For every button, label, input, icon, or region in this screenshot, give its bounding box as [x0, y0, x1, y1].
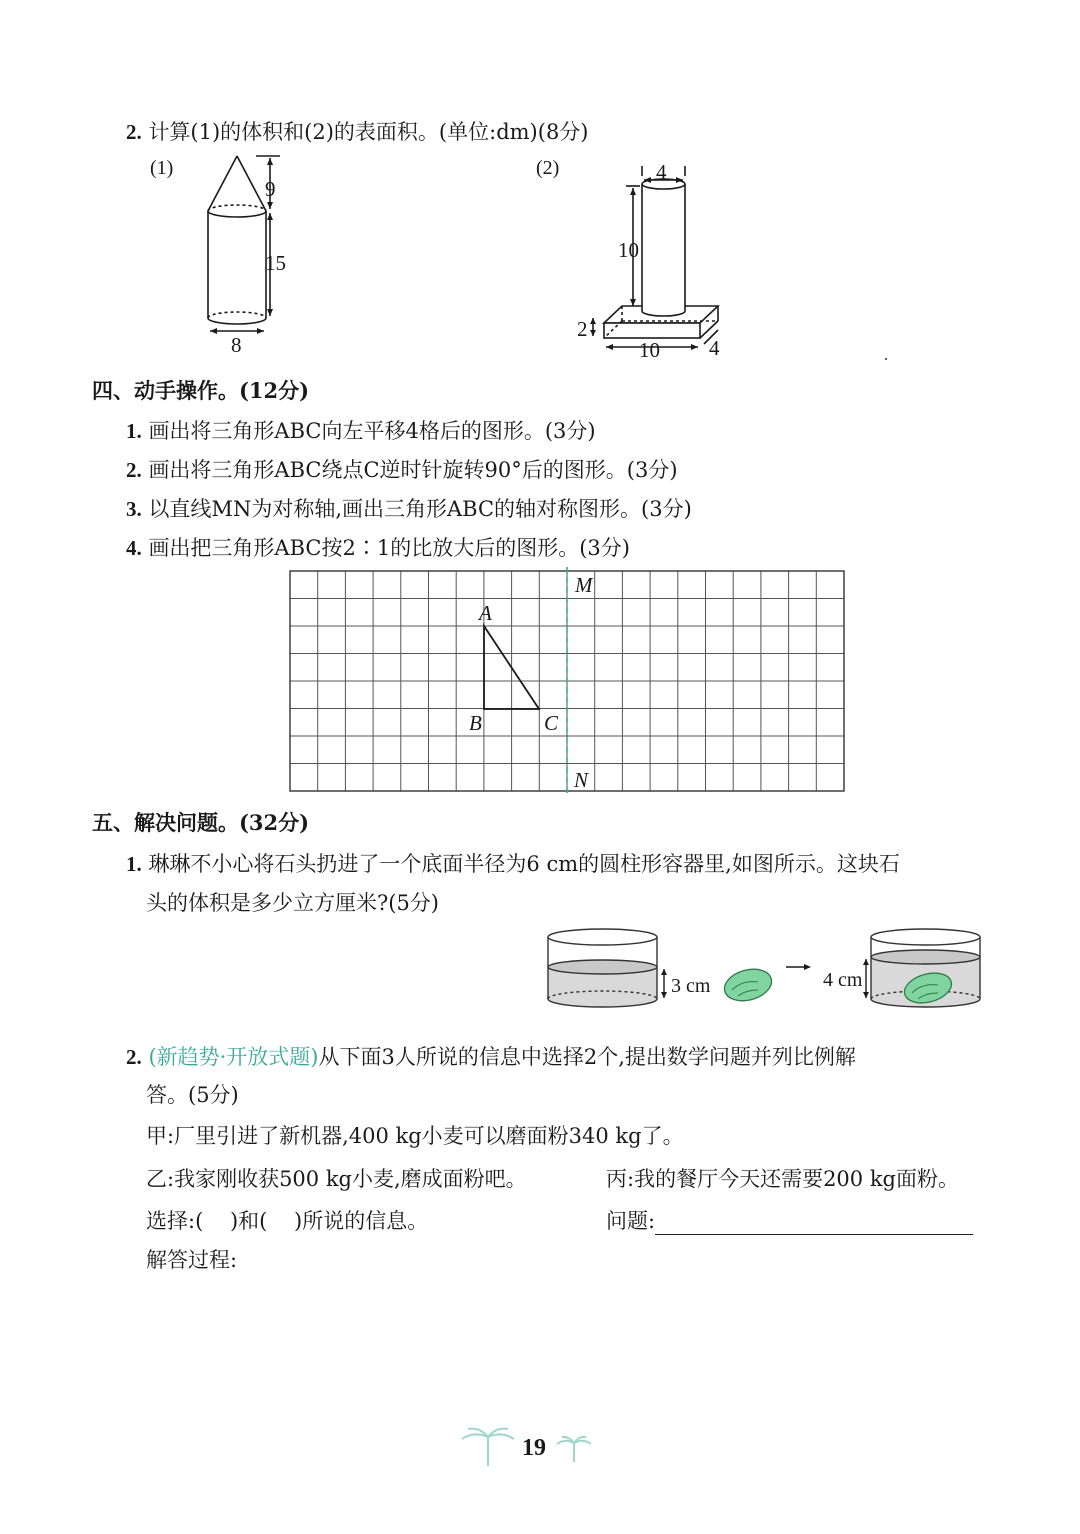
item-text: 以直线MN为对称轴,画出三角形ABC的轴对称图形。(3分) [148, 497, 692, 521]
item-number: 4. [126, 536, 142, 560]
item-number: 2. [126, 458, 142, 482]
box-length-label: 10 [639, 338, 660, 362]
cone-height-label: 9 [265, 177, 276, 201]
question-text: 琳琳不小心将石头扔进了一个底面半径为6 cm的圆柱形容器里,如图所示。这块石 [148, 852, 900, 876]
page-number: 19 [522, 1435, 546, 1461]
question-number: 1. [126, 852, 142, 876]
diameter-label: 8 [231, 333, 242, 357]
point-m-label: M [575, 573, 593, 597]
question-text: 从下面3人所说的信息中选择2个,提出数学问题并列比例解 [318, 1045, 856, 1069]
point-n-label: N [574, 768, 589, 792]
item-number: 3. [126, 497, 142, 521]
cylinder-height-label: 15 [265, 251, 286, 275]
figure-2-label: (2) [536, 157, 560, 179]
section-5-q1-line2: 头的体积是多少立方厘米?(5分) [146, 891, 440, 915]
item-text: 画出把三角形ABC按2∶1的比放大后的图形。(3分) [148, 536, 630, 560]
point-a-label: A [479, 601, 492, 625]
box-height-label: 2 [577, 317, 588, 341]
statement-yi: 乙:我家刚收获500 kg小麦,磨成面粉吧。 [146, 1167, 527, 1191]
cylinder-height-label-2: 10 [618, 238, 639, 262]
choose-line[interactable]: 选择:( )和( )所说的信息。 [146, 1209, 429, 1233]
question-tag: (新趋势·开放式题) [148, 1045, 319, 1069]
after-level-label: 4 cm [823, 969, 863, 991]
statement-jia: 甲:厂里引进了新机器,400 kg小麦可以磨面粉340 kg了。 [146, 1124, 684, 1148]
cylinder-diameter-label: 4 [656, 160, 667, 184]
question-label: 问题: [606, 1209, 656, 1233]
question-text: 计算(1)的体积和(2)的表面积。(单位:dm)(8分) [148, 120, 589, 144]
palm-tree-icon [462, 1429, 514, 1466]
section-5-q2-line2: 答。(5分) [146, 1083, 239, 1107]
question-number: 2. [126, 120, 142, 144]
palm-tree-icon-small [557, 1437, 591, 1462]
item-number: 1. [126, 419, 142, 443]
section-4-heading: 四、动手操作。(12分) [92, 378, 310, 403]
figure-1-label: (1) [150, 157, 174, 179]
statement-bing: 丙:我的餐厅今天还需要200 kg面粉。 [606, 1167, 959, 1191]
point-c-label: C [544, 711, 559, 735]
answer-process-label: 解答过程: [146, 1248, 238, 1272]
before-level-label: 3 cm [671, 975, 711, 997]
box-width-label: 4 [709, 336, 720, 360]
item-text: 画出将三角形ABC向左平移4格后的图形。(3分) [148, 419, 596, 443]
question-number: 2. [126, 1045, 142, 1069]
item-text: 画出将三角形ABC绕点C逆时针旋转90°后的图形。(3分) [148, 458, 678, 482]
point-b-label: B [469, 711, 482, 735]
section-5-heading: 五、解决问题。(32分) [92, 810, 310, 835]
